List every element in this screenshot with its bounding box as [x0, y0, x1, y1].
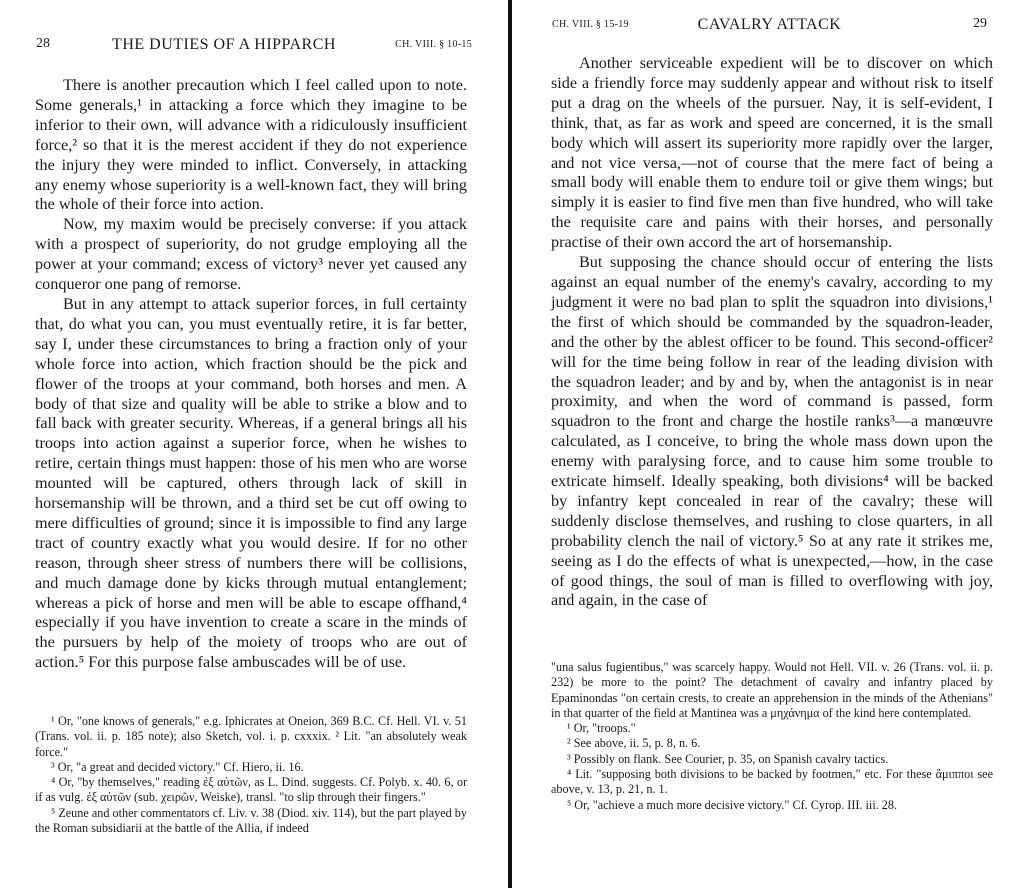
left-footnote-1: ¹ Or, "one knows of generals," e.g. Iphicrates at Oneion, 369 B.C. Cf. Hell. VI. v. 51 (Trans. vol. ii. p. 185 note); also Sketch, vol. i. p. cxxxix. ² Lit. "an absolutely weak force." — [35, 714, 467, 759]
right-running-header — [552, 16, 987, 38]
right-footnote-4: ⁴ Lit. "supposing both divisions to be backed by footmen," etc. For these ἅμιπποι see above, v. 13, p. 21, n. 1. — [551, 767, 993, 797]
right-footnote-3: ³ Possibly on flank. See Courier, p. 35, on Spanish cavalry tactics. — [567, 751, 889, 766]
right-page — [512, 0, 1011, 888]
left-footnote-3: ³ Or, "a great and decided victory." Cf. Hiero, ii. 16. — [51, 759, 304, 774]
left-paragraph-2: Now, my maxim would be precisely converse: if you attack with a prospect of superiority, do not grudge employing all the power at your command; excess of victory³ never yet caused any conqueror one pang of remorse. — [35, 215, 467, 294]
right-paragraph-1: Another serviceable expedient will be to discover on which side a friendly force may suddenly appear and without risk to itself put a drag on the wheels of the pursuer. Nay, it is self-evident, I think, that, as far as work and speed are concerned, it is the small body which will assert its superiority more rapidly over the larger, and not vice versa,—not of course that the mere fact of being a small body will enable them to endure toil or give them wings; but simply it is easier to find five men than five hundred, who will take the requisite care and pains with their horses, and personally practise of their own accord the art of horsemanship. — [551, 54, 993, 252]
left-footnotes — [35, 714, 467, 836]
right-footnotes — [551, 660, 993, 813]
left-footnote-4: ⁴ Or, "by themselves," reading ἐξ αὑτῶν, as L. Dind. suggests. Cf. Polyb. x. 40. 6, or if as vulg. ἐξ αὐτῶν (sub. χειρῶν, Weiske), transl. "to slip through their fingers." — [35, 775, 467, 805]
right-paragraph-2: But supposing the chance should occur of entering the lists against an equal number of the enemy's cavalry, according to my judgment it were no bad plan to split the squadron into divisions,¹ the first of which should be commanded by the squadron-leader, and the other by the ablest officer to be found. This second-officer² will for the time being follow in rear of the leading division with the squadron leader; and by and by, when the antagonist is in near proximity, and when the word of command is passed, form squadron to the front and charge the hostile ranks³—a manœuvre calculated, as I conceive, to bring the whole mass down upon the enemy with paralysing force, and to cause him some trouble to extricate himself. Ideally speaking, both divisions⁴ will be backed by infantry kept concealed in rear of the cavalry; these will suddenly disclose themselves, and rushing to close quarters, in all probability clench the nail of victory.⁵ So at any rate it strikes me, seeing as I do the effects of what is unexpected,—how, in the case of good things, the soul of man is filled to overflowing with joy, and again, in the case of — [551, 253, 993, 610]
left-running-title: THE DUTIES OF A HIPPARCH — [112, 36, 336, 53]
right-footnote-2: ² See above, ii. 5, p. 8, n. 6. — [567, 736, 701, 751]
left-page-number: 28 — [36, 36, 50, 51]
right-section-ref: CH. VIII. § 15-19 — [552, 19, 629, 30]
right-footnote-5: ⁵ Or, "achieve a much more decisive victory." Cf. Cyrop. III. iii. 28. — [567, 797, 898, 812]
left-paragraph-3: But in any attempt to attack superior forces, in full certainty that, do what you can, you must eventually retire, it is far better, say I, under these circumstances to bring a fraction only of your whole force into action, which fraction should be the pick and flower of the troops at your command, both horses and men. A body of that size and quality will be able to strike a blow and to fall back with greater security. Whereas, if a general brings all his troops into action against a superior force, when he wishes to retire, certain things must happen: those of his men who are worse mounted will be captured, others through lack of skill in horsemanship will be thrown, and a third set be cut off owing to mere difficulties of ground; since it is impossible to find any large tract of country exactly what you would desire. If for no other reason, through sheer stress of numbers there will be collisions, and much damage done by kicks through mutual entanglement; whereas a pick of horse and men will be able to escape offhand,⁴ especially if you have invention to create a scare in the minds of the pursuers by help of the moiety of troops who are out of action.⁵ For this purpose false ambuscades will be of use. — [35, 294, 467, 672]
right-running-title: CAVALRY ATTACK — [697, 16, 842, 33]
left-body-text — [35, 76, 467, 673]
right-page-number: 29 — [973, 16, 987, 31]
left-paragraph-1: There is another precaution which I feel called upon to note. Some generals,¹ in attacking a force which they imagine to be inferior to their own, will advance with a ridiculously insufficient force,² so that it is the merest accident if they do not experience the injury they were minded to inflict. Conversely, in attacking any enemy whose superiority is a well-known fact, they will bring the whole of their force into action. — [35, 76, 467, 214]
right-footnote-1: ¹ Or, "troops." — [567, 721, 636, 736]
left-running-header — [36, 36, 472, 58]
right-footnote-continuation: "una salus fugientibus," was scarcely happy. Would not Hell. VII. v. 26 (Trans. vol. ii. p. 232) be more to the point? The detachment of cavalry and infantry placed by Epaminondas "on certain crests, to create an apprehension in the minds of the Athenians" in that quarter of the field at Mantinea was a μηχάνημα of the kind here contemplated. — [551, 660, 993, 720]
left-footnote-5: ⁵ Zeune and other commentators cf. Liv. v. 38 (Diod. xiv. 114), but the part played by the Roman subsidiarii at the battle of the Allia, if indeed — [35, 805, 467, 836]
left-section-ref: CH. VIII. § 10-15 — [395, 39, 472, 50]
right-body-text — [551, 54, 993, 611]
